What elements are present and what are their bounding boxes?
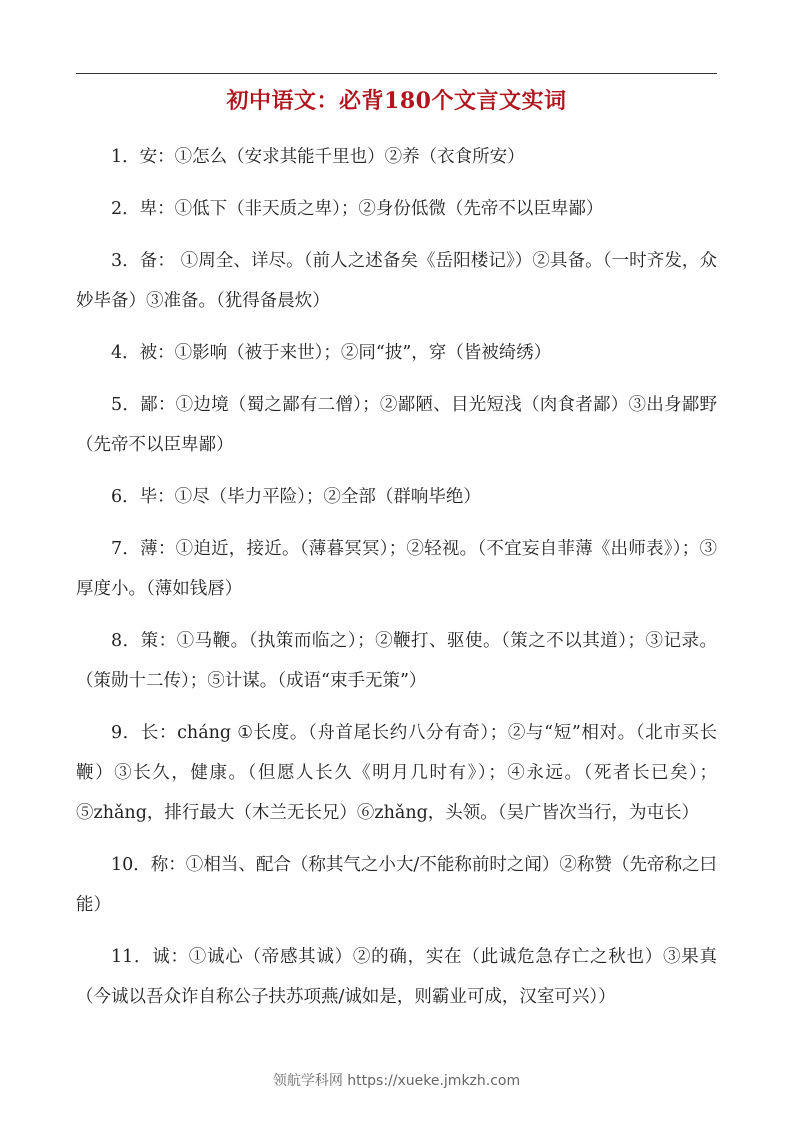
list-item: 11．诚：①诚心（帝感其诚）②的确，实在（此诚危急存亡之秋也）③果真（今诚以吾众诈自称公子扶苏项燕/诚如是，则霸业可成，汉室可兴）） <box>76 947 717 1007</box>
list-item: 3．备： ①周全、详尽。（前人之述备矣《岳阳楼记》）②具备。（一时齐发，众妙毕备）③准备。（犹得备晨炊） <box>76 251 717 311</box>
list-item: 4．被：①影响（被于来世）；②同“披”，穿（皆被绮绣） <box>111 343 552 363</box>
page-title: 初中语文：必背180个文言文实词 <box>226 88 567 114</box>
header-rule <box>76 73 717 74</box>
footer-watermark: 领航学科网 https://xueke.jmkzh.com <box>272 1073 521 1089</box>
list-item: 2．卑：①低下（非天质之卑）；②身份低微（先帝不以臣卑鄙） <box>111 199 604 219</box>
list-item: 9．长：cháng ①长度。（舟首尾长约八分有奇）；②与“短”相对。（北市买长鞭）③长久，健康。（但愿人长久《明月几时有》）；④永远。（死者长已矣）；⑤zhǎng，排行最大（木兰无长兄）⑥zhǎng，头领。（吴广皆次当行，为屯长） <box>76 723 717 823</box>
list-item: 6．毕：①尽（毕力平险）；②全部（群响毕绝） <box>111 487 481 507</box>
list-item: 1．安：①怎么（安求其能千里也）②养（衣食所安） <box>111 147 525 167</box>
list-item: 10．称：①相当、配合（称其气之小大/不能称前时之闻）②称赞（先帝称之曰能） <box>76 855 717 915</box>
list-item: 8．策：①马鞭。（执策而临之）；②鞭打、驱使。（策之不以其道）；③记录。（策勋十二传）；⑤计谋。（成语“束手无策”） <box>76 631 717 691</box>
list-item: 7．薄：①迫近，接近。（薄暮冥冥）；②轻视。（不宜妄自菲薄《出师表》）；③厚度小。（薄如钱唇） <box>76 539 717 599</box>
word-list <box>76 137 717 1029</box>
list-item: 5．鄙：①边境（蜀之鄙有二僧）；②鄙陋、目光短浅（肉食者鄙）③出身鄙野（先帝不以臣卑鄙） <box>76 395 717 455</box>
